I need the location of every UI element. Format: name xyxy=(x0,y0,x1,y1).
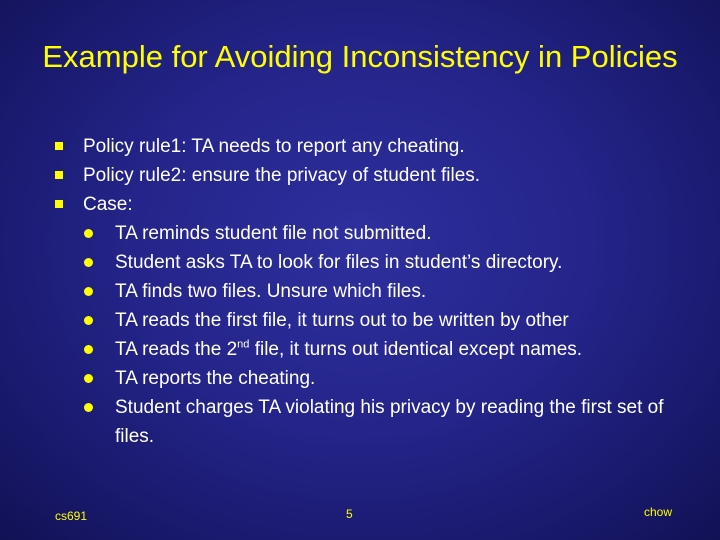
round-bullet-icon xyxy=(84,403,93,412)
footer-author: chow xyxy=(644,505,673,519)
case-item-text: Student charges TA violating his privacy by reading the first set of files. xyxy=(115,397,664,447)
slide-title: Example for Avoiding Inconsistency in Policies xyxy=(42,39,678,74)
case-item xyxy=(84,277,684,306)
case-item-text: Student asks TA to look for files in student’s directory. xyxy=(115,252,563,273)
round-bullet-icon xyxy=(84,258,93,267)
case-item-text xyxy=(115,335,684,364)
footer-course-code: cs691 xyxy=(55,509,88,523)
footer-page-number: 5 xyxy=(346,507,353,521)
round-bullet-icon xyxy=(84,316,93,325)
case-item-text: TA reminds student file not submitted. xyxy=(115,223,432,244)
square-bullet-icon xyxy=(55,171,63,179)
case-item xyxy=(84,219,684,248)
case-item-text: TA reports the cheating. xyxy=(115,368,316,389)
case-item xyxy=(84,248,684,277)
round-bullet-icon xyxy=(84,345,93,354)
case-item-text: TA finds two files. Unsure which files. xyxy=(115,281,427,302)
bullet-text: Case: xyxy=(83,194,133,215)
case-item-text: TA reads the first file, it turns out to be written by other xyxy=(115,310,569,331)
bullet-text: Policy rule2: ensure the privacy of student files. xyxy=(83,165,481,186)
case-item xyxy=(84,335,684,364)
case-item xyxy=(84,306,684,335)
round-bullet-icon xyxy=(84,229,93,238)
bullet-text: Policy rule1: TA needs to report any cheating. xyxy=(83,136,465,157)
case-item-text-before: TA reads the 2 xyxy=(115,339,238,360)
round-bullet-icon xyxy=(84,374,93,383)
square-bullet-icon xyxy=(55,142,63,150)
case-item xyxy=(84,364,684,393)
ordinal-suffix: nd xyxy=(237,338,250,351)
case-item-text-after: file, it turns out identical except names. xyxy=(249,339,583,360)
square-bullet-icon xyxy=(55,200,63,208)
case-item xyxy=(84,393,684,451)
round-bullet-icon xyxy=(84,287,93,296)
